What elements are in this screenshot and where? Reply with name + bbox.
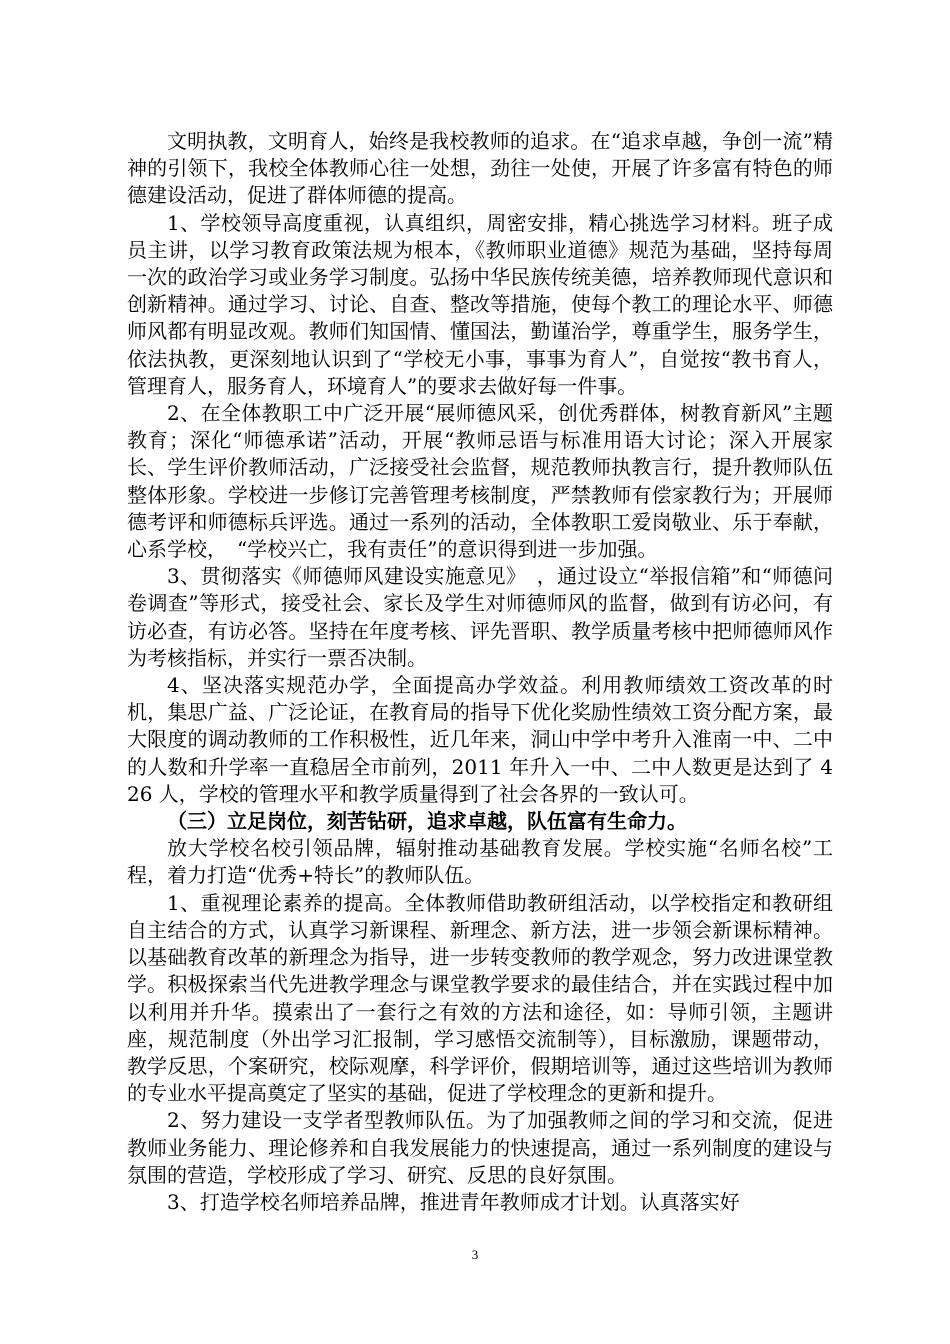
paragraph-theme-education: 2、在全体教职工中广泛开展“展师德风采，创优秀群体，树教育新风”主题教育；深化“师德承诺”活动，开展“教师忌语与标准用语大讨论；深入开展家长、学生评价教师活动，广泛接受社会监督，规范教师执教言行，提升教师队伍整体形象。学校进一步修订完善管理考核制度，严禁教师有偿家教行为；开展师德考评和师德标兵评选。通过一系列的活动，全体教职工爱岗敬业、乐于奉献，心系学校， “学校兴亡，我有责任”的意识得到进一步加强。	[127, 401, 833, 562]
paragraph-supervision: 3、贯彻落实《师德师风建设实施意见》 ，通过设立“举报信箱”和“师德问卷调查”等形式，接受社会、家长及学生对师德师风的监督，做到有访必问，有访必查，有访必答。坚持在年度考核、评先晋职、教学质量考核中把师德师风作为考核指标，并实行一票否决制。	[127, 564, 833, 670]
section-heading-three: （三）立足岗位，刻苦钻研，追求卓越，队伍富有生命力。	[167, 809, 687, 834]
paragraph-leadership-study: 1、学校领导高度重视，认真组织，周密安排，精心挑选学习材料。班子成员主讲，以学习教育政策法规为根本，《教师职业道德》规范为基础，坚持每周一次的政治学习或业务学习制度。弘扬中华民族传统美德，培养教师现代意识和创新精神。通过学习、讨论、自查、整改等措施，使每个教工的理论水平、师德师风都有明显改观。教师们知国情、懂国法，勤谨治学，尊重学生，服务学生，依法执教，更深刻地认识到了“学校无小事，事事为育人”，自觉按“教书育人，管理育人，服务育人，环境育人”的要求去做好每一件事。	[127, 210, 833, 398]
paragraph-theory-literacy: 1、重视理论素养的提高。全体教师借助教研组活动，以学校指定和教研组自主结合的方式，认真学习新课程、新理念、新方法，进一步领会新课标精神。以基础教育改革的新理念为指导，进一步转变教师的教学观念，努力改进课堂教学。积极探索当代先进教学理念与课堂教学要求的最佳结合，并在实践过程中加以利用并升华。摸索出了一套行之有效的方法和途径，如：导师引领，主题讲座，规范制度（外出学习汇报制，学习感悟交流制等），目标激励，课题带动，教学反思，个案研究，校际观摩，科学评价，假期培训等，通过这些培训为教师的专业水平提高奠定了坚实的基础，促进了学校理念的更新和提升。	[127, 890, 833, 1106]
paragraph-famous-teacher-project: 放大学校名校引领品牌，辐射推动基础教育发展。学校实施“名师名校”工程，着力打造“优秀+特长”的教师队伍。	[127, 836, 833, 888]
paragraph-standardized-schooling: 4、坚决落实规范办学，全面提高办学效益。利用教师绩效工资改革的时机，集思广益、广泛论证，在教育局的指导下优化奖励性绩效工资分配方案，最大限度的调动教师的工作积极性，近几年来，洞山中学中考升入淮南一中、二中的人数和升学率一直稳居全市前列，2011 年升入一中、二中人数更是达到了 426 人，学校的管理水平和教学质量得到了社会各界的一致认可。	[127, 673, 833, 806]
paragraph-ethics-intro: 文明执教，文明育人，始终是我校教师的追求。在“追求卓越，争创一流”精神的引领下，我校全体教师心往一处想，劲往一处使，开展了许多富有特色的师德建设活动，促进了群体师德的提高。	[127, 129, 833, 208]
document-body	[127, 128, 833, 1216]
page-number: 3	[471, 1247, 479, 1262]
paragraph-scholar-teachers: 2、努力建设一支学者型教师队伍。为了加强教师之间的学习和交流，促进教师业务能力、理论修养和自我发展能力的快速提高，通过一系列制度的建设与氛围的营造，学校形成了学习、研究、反思的良好氛围。	[127, 1108, 833, 1187]
paragraph-young-teachers: 3、打造学校名师培养品牌，推进青年教师成才计划。认真落实好	[167, 1189, 740, 1214]
